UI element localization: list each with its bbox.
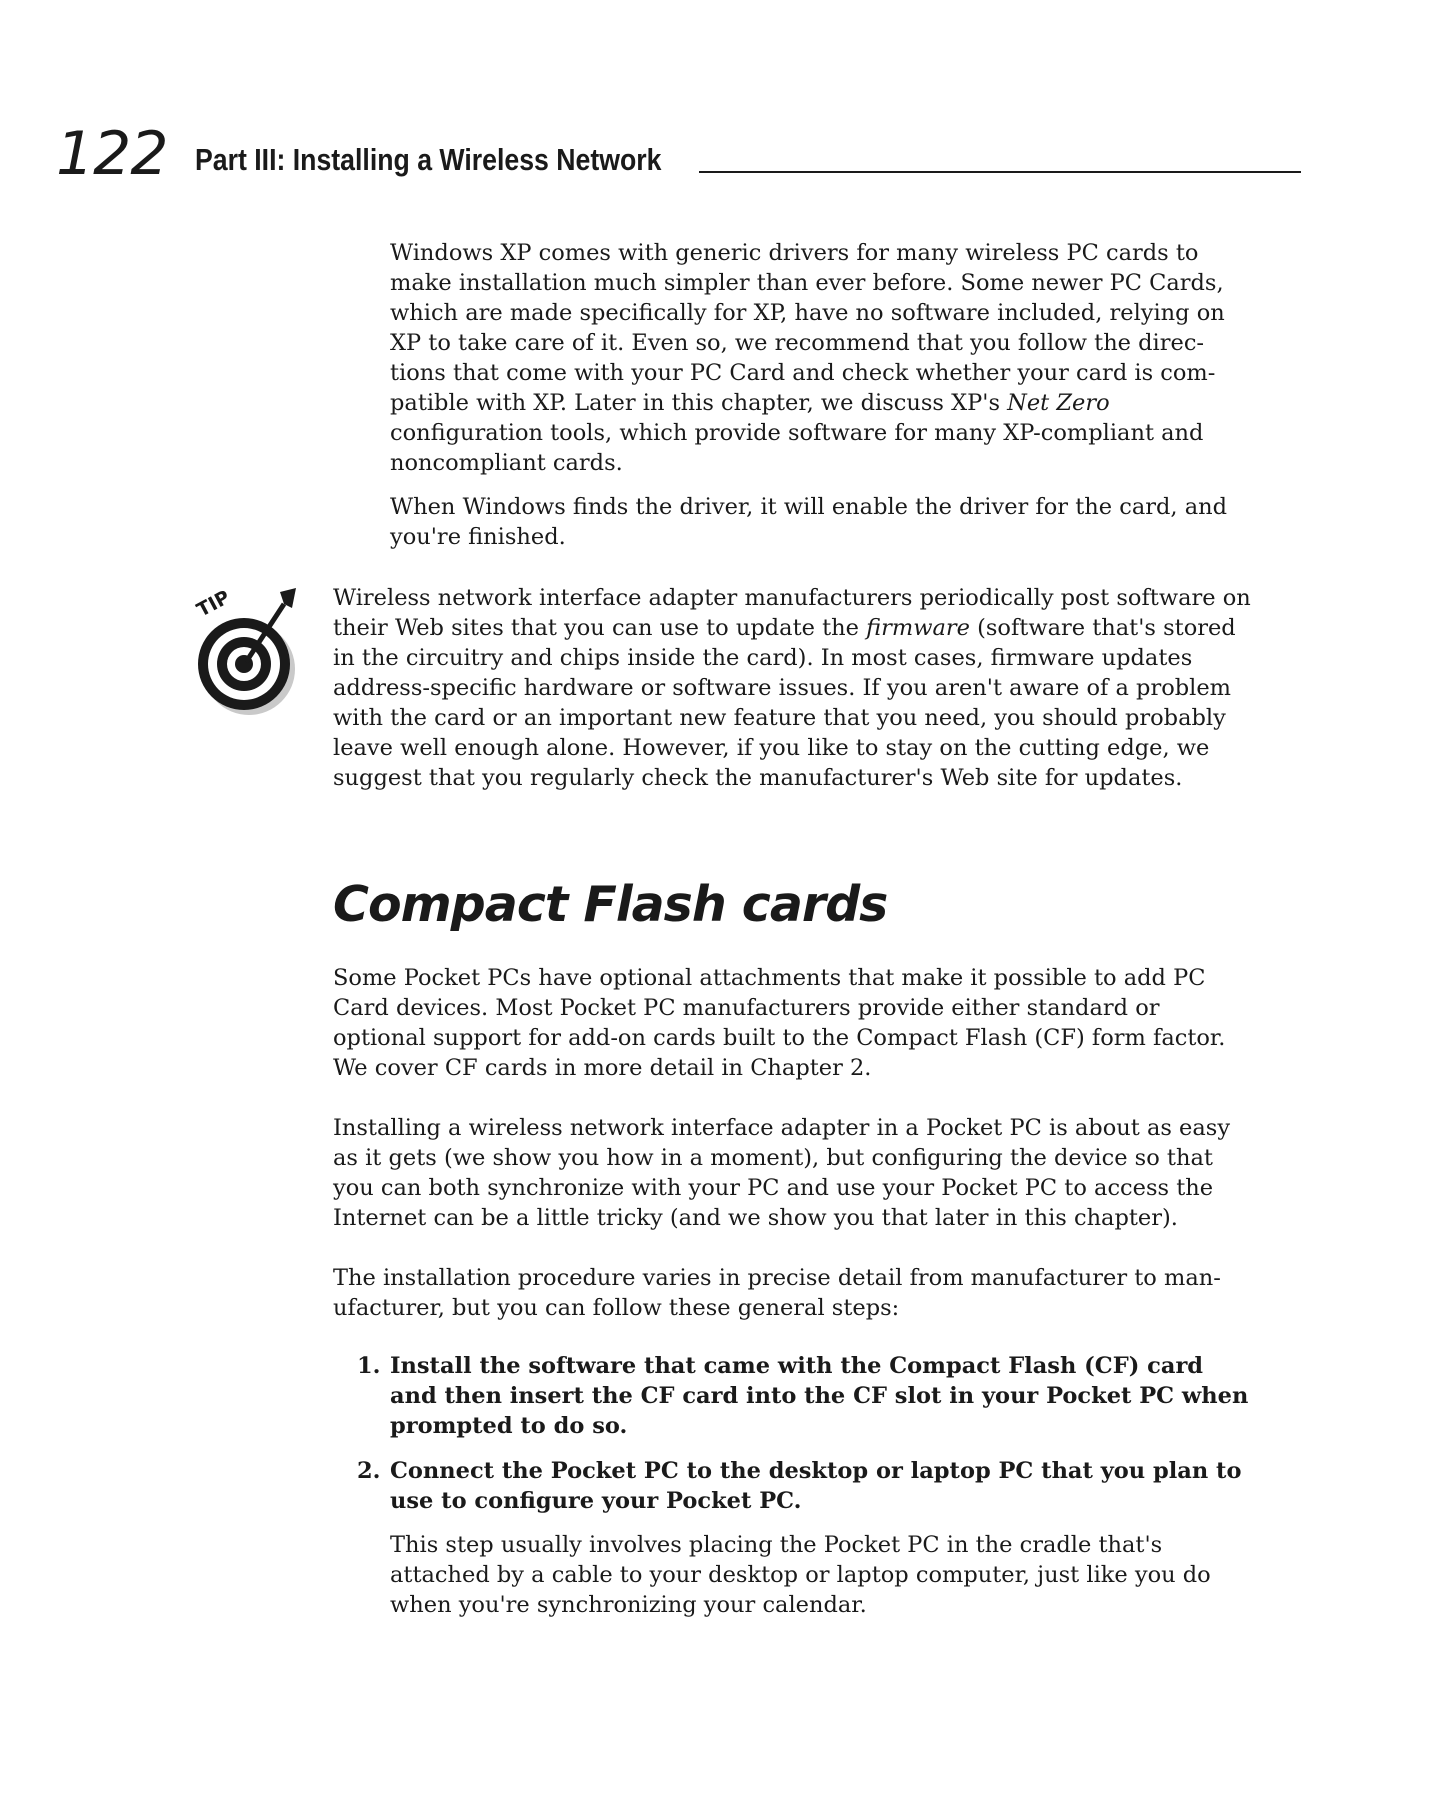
- tip-paragraph: [333, 583, 1255, 793]
- paragraph-driver-enable: When Windows finds the driver, it will enable the driver for the card, and you're finished.: [390, 494, 1228, 550]
- paragraph-installing: Installing a wireless network interface adapter in a Pocket PC is about as easy as it gets (we show you how in a moment), but configuring the device so that you can both synchronize with your PC and use your Pocket PC to access the Internet can be a little tricky (and we show you that later in this chapter).: [333, 1115, 1231, 1231]
- step-text: Install the software that came with the Compact Flash (CF) card and then insert the CF card into the CF slot in your Pocket PC when prompted to do so.: [390, 1353, 1249, 1439]
- paragraph-pocket-pc: Some Pocket PCs have optional attachments that make it possible to add PC Card devices. Most Pocket PC manufacturers provide either standard or optional support for add-on cards built to the Compact Flash (CF) form factor. We cover CF cards in more detail in Chapter 2.: [333, 965, 1226, 1081]
- tip-text: Wireless network interface adapter manufacturers periodically post software on their Web sites that you can use to update the: [333, 585, 1251, 641]
- step-number: 1.: [357, 1353, 381, 1379]
- section-body: [333, 963, 1255, 1323]
- part-title: Part III: Installing a Wireless Network: [195, 142, 662, 177]
- running-header: [56, 118, 1246, 192]
- page-number: 122: [56, 119, 168, 189]
- step-text: Connect the Pocket PC to the desktop or laptop PC that you plan to use to configure your Pocket PC.: [390, 1458, 1242, 1514]
- tip-target-icon: [188, 582, 306, 718]
- section-heading: Compact Flash cards: [333, 876, 888, 933]
- paragraph-text: Windows XP comes with generic drivers for many wireless PC cards to make installation much simpler than ever before. Some newer PC Cards, which are made specifically for XP, have no software included, relying on XP to take care of it. Even so, we recommend that you follow the direc-tions that come with your PC Card and check whether your card is com-patible with XP. Later in this chapter, we discuss XP's: [390, 240, 1225, 416]
- paragraph-procedure: The installation procedure varies in precise detail from manufacturer to man-ufacturer, but you can follow these general steps:: [333, 1265, 1221, 1321]
- steps-list: [333, 1351, 1255, 1620]
- intro-block: [390, 238, 1255, 552]
- paragraph-xp-drivers: [390, 238, 1255, 478]
- list-item: [333, 1456, 1255, 1516]
- list-item: [333, 1351, 1255, 1441]
- step-number: 2.: [357, 1458, 381, 1484]
- header-rule: [699, 171, 1301, 173]
- net-zero-emphasis: Net Zero: [1007, 390, 1110, 416]
- firmware-emphasis: firmware: [866, 615, 970, 641]
- tip-text: (software that's stored in the circuitry and chips inside the card). In most cases, firmware updates address-specific hardware or software issues. If you aren't aware of a problem with the card or an important new feature that you need, you should probably leave well enough alone. However, if you like to stay on the cutting edge, we suggest that you regularly check the manufacturer's Web site for updates.: [333, 615, 1236, 791]
- tip-label: TIP: [193, 586, 234, 622]
- paragraph-text: configuration tools, which provide software for many XP-compliant and noncompliant cards.: [390, 420, 1204, 476]
- step-detail: This step usually involves placing the Pocket PC in the cradle that's attached by a cable to your desktop or laptop computer, just like you do when you're synchronizing your calendar.: [390, 1532, 1211, 1618]
